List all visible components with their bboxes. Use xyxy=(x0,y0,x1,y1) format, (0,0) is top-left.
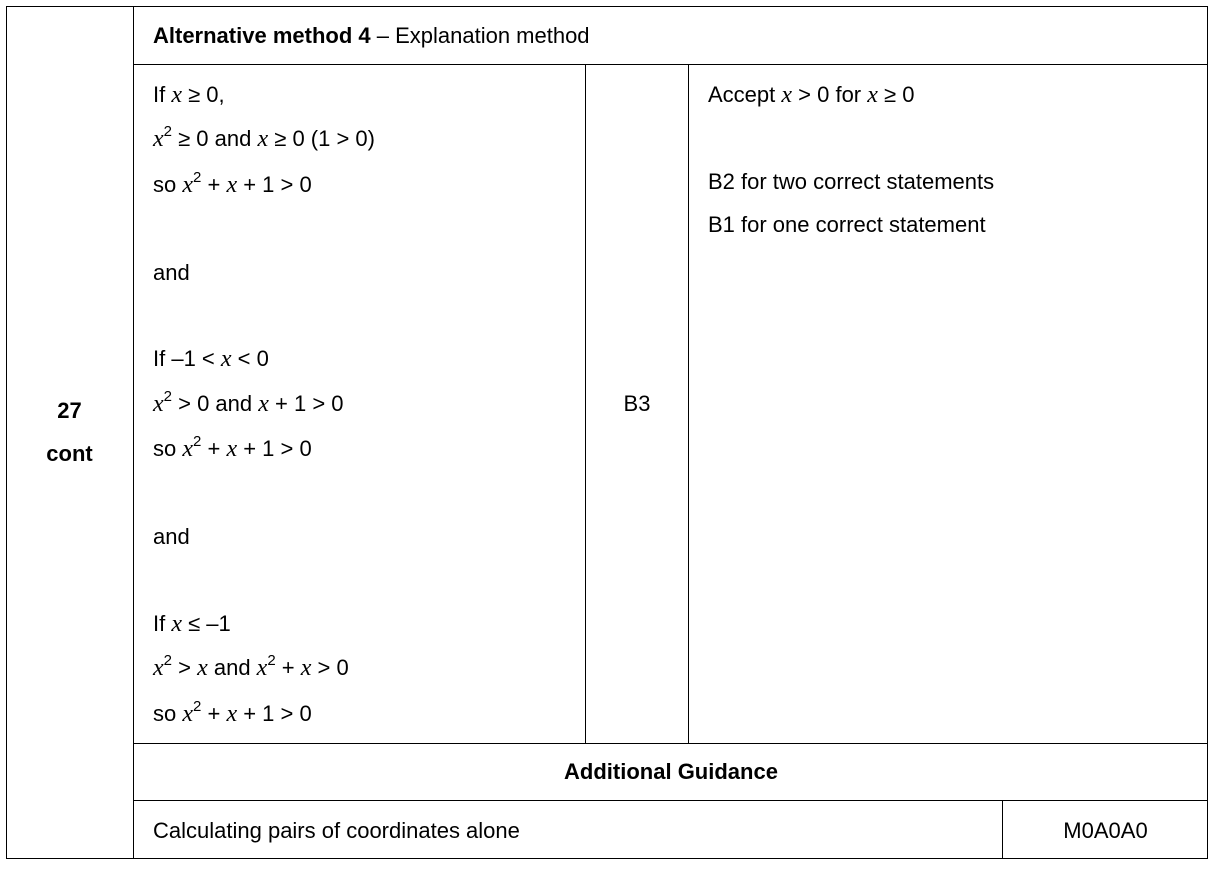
method-title: Alternative method 4 xyxy=(153,23,371,48)
working-and-1: and xyxy=(153,260,190,285)
working-line-2: $x^2 \ge 0$ and x ≥ 0 (1 > 0) xyxy=(153,122,375,152)
question-column-divider xyxy=(133,6,134,859)
mark-comments-divider xyxy=(688,64,689,744)
guidance-heading: Additional Guidance xyxy=(564,759,778,784)
guidance-row-text: Calculating pairs of coordinates alone xyxy=(153,818,520,843)
question-cont-label: cont xyxy=(46,441,93,466)
working-line-9: If x ≤ –1 xyxy=(153,611,231,637)
working-line-7: so $x^2 + x + 1 > 0$ xyxy=(153,432,312,462)
guidance-row-mark: M0A0A0 xyxy=(1063,818,1148,843)
working-line-10: $x^2 > x$ and $x^2 + x > 0$ xyxy=(153,651,349,681)
guidance-top-divider xyxy=(133,743,1208,744)
comment-b2: B2 for two correct statements xyxy=(708,169,995,194)
working-line-6: $x^2 > 0$ and x + 1 > 0 xyxy=(153,387,344,417)
question-number: 27 xyxy=(57,398,82,423)
method-header xyxy=(153,23,590,49)
mark-value: B3 xyxy=(623,391,651,416)
method-dash: – xyxy=(370,23,396,48)
guidance-heading-divider xyxy=(133,800,1208,801)
working-and-2: and xyxy=(153,524,190,549)
working-line-3: so $x^2 + x + 1 > 0$ xyxy=(153,168,312,198)
method-subtitle: Explanation method xyxy=(395,23,590,48)
method-header-divider xyxy=(133,64,1208,65)
comment-b1: B1 for one correct statement xyxy=(708,212,986,237)
working-line-11: so $x^2 + x + 1 > 0$ xyxy=(153,697,312,727)
working-line-1: If x ≥ 0, xyxy=(153,82,225,108)
comment-accept: Accept x > 0 for x ≥ 0 xyxy=(708,82,915,108)
working-line-5: If –1 < x < 0 xyxy=(153,346,269,372)
